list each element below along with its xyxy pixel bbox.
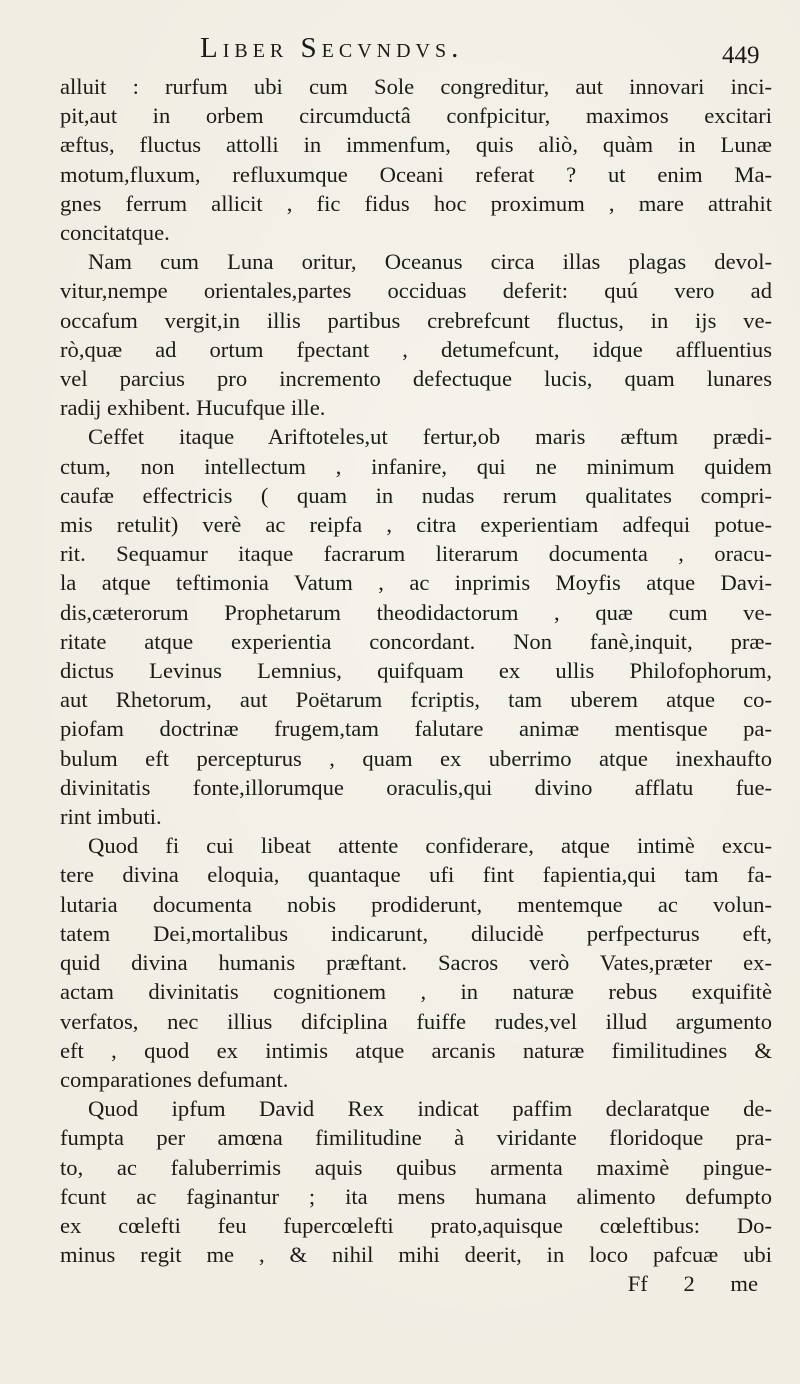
text-line: alluit : rurfum ubi cum Sole congreditur, aut innovari inci- bbox=[60, 74, 772, 99]
text-line: rò,quæ ad ortum fpectant , detumefcunt, idque affluentius bbox=[60, 336, 772, 362]
text-line: comparationes defumant. bbox=[60, 1066, 289, 1092]
text-line: ctum, non intellectum , infanire, qui ne minimum quidem bbox=[60, 453, 772, 479]
running-head: Liber Secvndvs. bbox=[200, 32, 464, 64]
text-line: fcunt ac faginantur ; ita mens humana alimento defumpto bbox=[60, 1183, 772, 1209]
page-number: 449 bbox=[722, 42, 760, 69]
signature-catchword-line: Ff 2 me bbox=[627, 1271, 758, 1297]
paragraph-start-line: Quod fi cui libeat attente confiderare, atque intimè excu- bbox=[88, 833, 772, 859]
text-line: tere divina eloquia, quantaque ufi fint fapientia,qui tam fa- bbox=[60, 862, 772, 888]
text-line: mis retulit) verè ac reipfa , citra experientiam adfequi potue- bbox=[60, 512, 772, 538]
text-line: aut Rhetorum, aut Poëtarum fcriptis, tam uberem atque co- bbox=[60, 687, 772, 713]
body-text bbox=[60, 72, 772, 1299]
text-line: actam divinitatis cognitionem , in naturæ rebus exquifitè bbox=[60, 979, 772, 1005]
text-line: caufæ effectricis ( quam in nudas rerum qualitates compri- bbox=[60, 482, 772, 508]
text-line: motum,fluxum, refluxumque Oceani referat ? ut enim Ma- bbox=[60, 161, 772, 187]
text-line: eft , quod ex intimis atque arcanis naturæ fimilitudines & bbox=[60, 1037, 772, 1063]
text-line: dis,cæterorum Prophetarum theodidactorum , quæ cum ve- bbox=[60, 599, 772, 625]
text-line: vitur,nempe orientales,partes occiduas deferit: quú vero ad bbox=[60, 278, 772, 304]
text-line: pit,aut in orbem circumductâ confpicitur, maximos excitari bbox=[60, 103, 772, 129]
text-line: rint imbuti. bbox=[60, 804, 162, 830]
text-line: occafum vergit,in illis partibus crebrefcunt fluctus, in ijs ve- bbox=[60, 307, 772, 333]
page-header bbox=[0, 26, 800, 74]
paragraph-start-line: Quod ipfum David Rex indicat paffim declaratque de- bbox=[88, 1096, 772, 1122]
text-line: tatem Dei,mortalibus indicarunt, dilucidè perfpecturus eft, bbox=[60, 920, 772, 946]
paragraph-start-line: Nam cum Luna oritur, Oceanus circa illas plagas devol- bbox=[88, 249, 772, 275]
text-line: rit. Sequamur itaque facrarum literarum documenta , oracu- bbox=[60, 541, 772, 567]
text-line: æftus, fluctus attolli in immenfum, quis aliò, quàm in Lunæ bbox=[60, 132, 772, 158]
text-line: piofam doctrinæ frugem,tam falutare animæ mentisque pa- bbox=[60, 716, 772, 742]
text-line: vel parcius pro incremento defectuque lucis, quam lunares bbox=[60, 366, 772, 392]
text-line: verfatos, nec illius difciplina fuiffe rudes,vel illud argumento bbox=[60, 1008, 772, 1034]
text-line: ex cœlefti feu fupercœlefti prato,aquisque cœleftibus: Do- bbox=[60, 1212, 772, 1238]
text-line: dictus Levinus Lemnius, quifquam ex ullis Philofophorum, bbox=[60, 658, 772, 684]
paragraph-start-line: Ceffet itaque Ariftoteles,ut fertur,ob maris æftum prædi- bbox=[88, 424, 772, 450]
text-line: radij exhibent. Hucufque ille. bbox=[60, 395, 326, 421]
text-line: ritate atque experientia concordant. Non fanè,inquit, præ- bbox=[60, 628, 772, 654]
text-line: lutaria documenta nobis prodiderunt, mentemque ac volun- bbox=[60, 891, 772, 917]
text-line: divinitatis fonte,illorumque oraculis,qui divino afflatu fue- bbox=[60, 774, 772, 800]
text-line: quid divina humanis præftant. Sacros verò Vates,præter ex- bbox=[60, 950, 772, 976]
text-line: la atque teftimonia Vatum , ac inprimis Moyfis atque Davi- bbox=[60, 570, 772, 596]
text-line: to, ac faluberrimis aquis quibus armenta maximè pingue- bbox=[60, 1154, 772, 1180]
text-line: gnes ferrum allicit , fic fidus hoc proximum , mare attrahit bbox=[60, 190, 772, 216]
text-line: bulum eft percepturus , quam ex uberrimo atque inexhaufto bbox=[60, 745, 772, 771]
text-line: concitatque. bbox=[60, 220, 170, 246]
text-line: minus regit me , & nihil mihi deerit, in loco pafcuæ ubi bbox=[60, 1242, 772, 1268]
text-line: fumpta per amœna fimilitudine à viridante floridoque pra- bbox=[60, 1125, 772, 1151]
